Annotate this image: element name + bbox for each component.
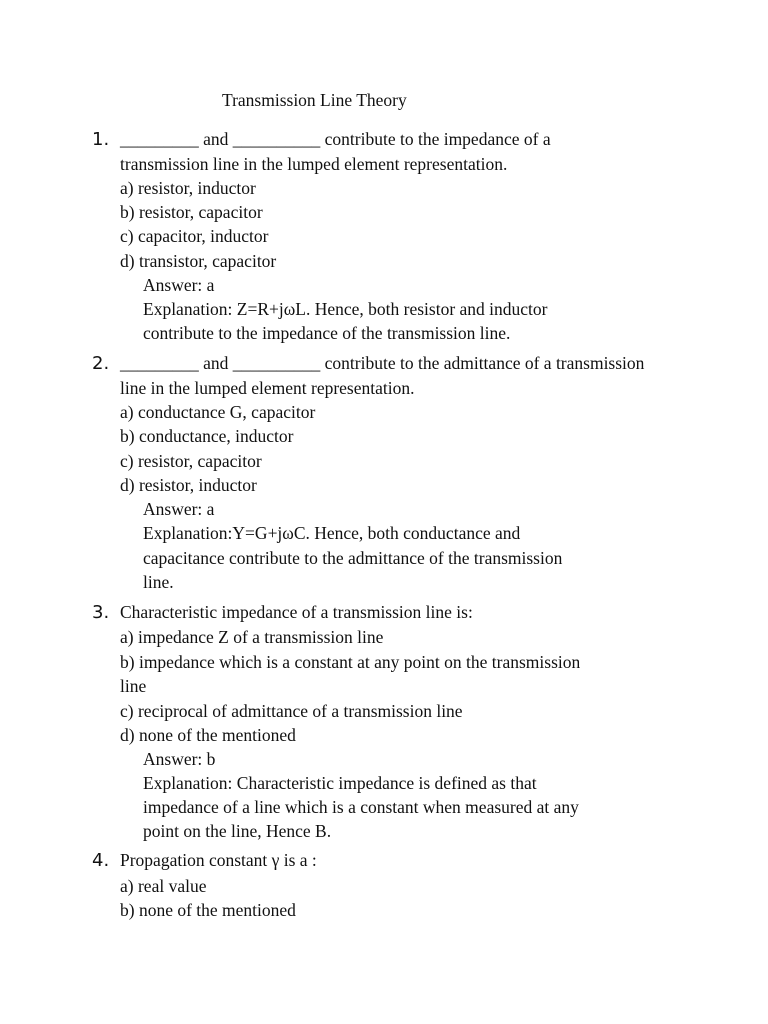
question-stem-line: line in the lumped element representation. [120,378,415,398]
answer-text: Answer: a [143,499,215,519]
question-stem-line: _________ and __________ contribute to the impedance of a [120,129,551,149]
answer-text: Answer: b [143,749,216,769]
explanation-line: capacitance contribute to the admittance of the transmission [143,548,563,568]
question-number: 4. [92,850,110,871]
option-c: c) capacitor, inductor [120,226,269,246]
option-d: d) transistor, capacitor [120,251,277,271]
option-b: b) conductance, inductor [120,426,294,446]
option-a: a) conductance G, capacitor [120,402,316,422]
question-stem-line: Propagation constant γ is a : [120,850,317,870]
explanation-line: impedance of a line which is a constant when measured at any [143,797,579,817]
question-number: 2. [92,353,110,374]
question-number: 3. [92,602,110,623]
explanation-line: line. [143,572,174,592]
explanation-line: Explanation: Characteristic impedance is defined as that [143,773,537,793]
question-stem-line: transmission line in the lumped element representation. [120,154,508,174]
option-a: a) resistor, inductor [120,178,256,198]
option-b-continued: line [120,676,147,696]
option-b: b) resistor, capacitor [120,202,263,222]
question-number: 1. [92,129,110,150]
option-c: c) reciprocal of admittance of a transmission line [120,701,463,721]
explanation-line: Explanation: Z=R+jωL. Hence, both resistor and inductor [143,299,548,319]
option-b: b) none of the mentioned [120,900,296,920]
answer-text: Answer: a [143,275,215,295]
question-stem-line: _________ and __________ contribute to the admittance of a transmission [120,353,645,373]
document-title: Transmission Line Theory [222,90,407,110]
option-c: c) resistor, capacitor [120,451,262,471]
question-stem-line: Characteristic impedance of a transmission line is: [120,602,473,622]
option-d: d) none of the mentioned [120,725,296,745]
option-a: a) impedance Z of a transmission line [120,627,384,647]
explanation-line: contribute to the impedance of the transmission line. [143,323,511,343]
option-b: b) impedance which is a constant at any point on the transmission [120,652,581,672]
explanation-line: Explanation:Y=G+jωC. Hence, both conductance and [143,523,521,543]
option-d: d) resistor, inductor [120,475,257,495]
explanation-line: point on the line, Hence B. [143,821,332,841]
option-a: a) real value [120,876,207,896]
